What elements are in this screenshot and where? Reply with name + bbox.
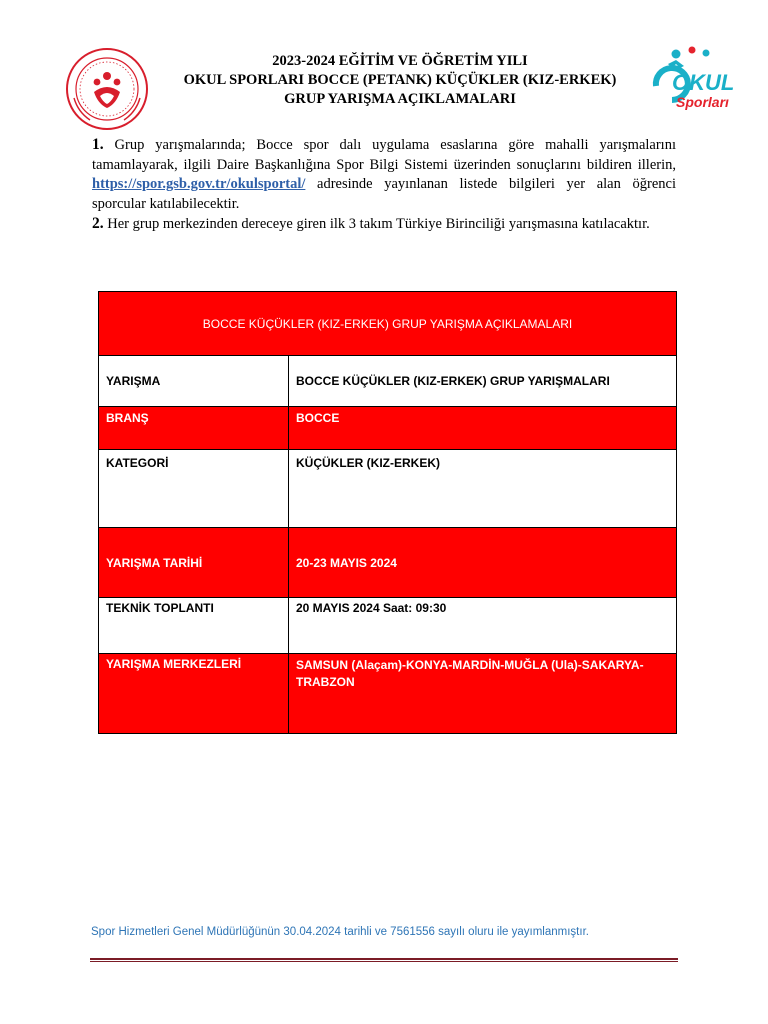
row-value-yarisma: BOCCE KÜÇÜKLER (KIZ-ERKEK) GRUP YARIŞMALARI (289, 356, 677, 407)
header-line-1: 2023-2024 EĞİTİM VE ÖĞRETİM YILI (272, 53, 528, 69)
table-title: BOCCE KÜÇÜKLER (KIZ-ERKEK) GRUP YARIŞMA AÇIKLAMALARI (99, 292, 677, 356)
row-label-brans: BRANŞ (99, 407, 289, 450)
paragraph-1-text-before: Grup yarışmalarında; Bocce spor dalı uygulama esaslarına göre mahalli yarışmalarını tamamlayarak, ilgili Daire Başkanlığına Spor Bilgi Sistemi üzerinden sonuçlarını bildiren illerin, (92, 137, 676, 173)
table-row (99, 598, 677, 654)
row-value-yarisma-merkezleri: SAMSUN (Alaçam)-KONYA-MARDİN-MUĞLA (Ula)-SAKARYA-TRABZON (289, 654, 677, 734)
table-row (99, 450, 677, 528)
body-text (92, 135, 676, 235)
paragraph-2-text: Her grup merkezinden dereceye giren ilk 3 takım Türkiye Birinciliği yarışmasına katılacaktır. (103, 216, 650, 232)
row-value-kategori: KÜÇÜKLER (KIZ-ERKEK) (289, 450, 677, 528)
table-row (99, 654, 677, 734)
logo-text-okul: OKUL (672, 70, 735, 95)
paragraph-2-number: 2. (92, 215, 104, 232)
okulsportal-link[interactable]: https://spor.gsb.gov.tr/okulsportal/ (92, 176, 306, 192)
row-label-yarisma-merkezleri: YARIŞMA MERKEZLERİ (99, 654, 289, 734)
header-line-2: OKUL SPORLARI BOCCE (PETANK) KÜÇÜKLER (KIZ-ERKEK) (183, 72, 617, 88)
row-value-yarisma-tarihi: 20-23 MAYIS 2024 (289, 528, 677, 598)
row-value-brans: BOCCE (289, 407, 677, 450)
okul-sporlari-logo (646, 44, 742, 114)
header-line-3: GRUP YARIŞMA AÇIKLAMALARI (284, 91, 516, 107)
row-label-yarisma: YARIŞMA (99, 356, 289, 407)
table-row (99, 528, 677, 598)
paragraph-1-text-after: adresinde yayınlanan listede bilgileri yer alan öğrenci sporcular katılabilecektir. (92, 176, 676, 212)
table-title-row (99, 292, 677, 356)
paragraph-2 (92, 214, 676, 235)
ministry-seal-icon (64, 46, 150, 132)
row-label-kategori: KATEGORİ (99, 450, 289, 528)
row-label-yarisma-tarihi: YARIŞMA TARİHİ (99, 528, 289, 598)
document-header (150, 52, 650, 109)
paragraph-1 (92, 135, 676, 214)
table-row (99, 407, 677, 450)
logo-text-sporlari: Sporları (676, 94, 729, 110)
row-label-teknik-toplanti: TEKNİK TOPLANTI (99, 598, 289, 654)
table-row (99, 356, 677, 407)
footer-note: Spor Hizmetleri Genel Müdürlüğünün 30.04.2024 tarihli ve 7561556 sayılı oluru ile yayımlanmıştır. (91, 926, 589, 938)
competition-info-table (98, 291, 677, 734)
footer-divider (90, 958, 678, 962)
row-value-teknik-toplanti: 20 MAYIS 2024 Saat: 09:30 (289, 598, 677, 654)
paragraph-1-number: 1. (92, 136, 104, 153)
